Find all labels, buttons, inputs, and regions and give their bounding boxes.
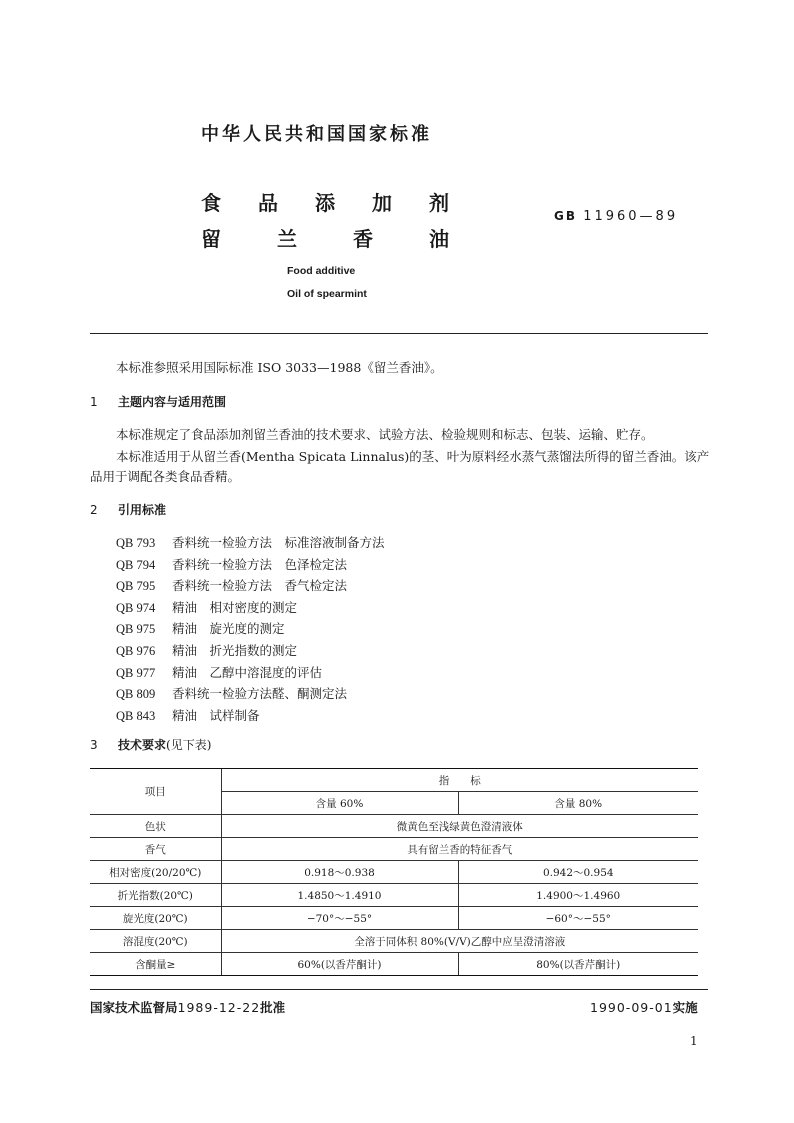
row-item: 相对密度(20/20℃): [90, 861, 221, 884]
row-item: 旋光度(20℃): [90, 907, 221, 930]
reference-code: QB 976: [116, 643, 156, 658]
reference-title: 香料统一检验方法 标准溶液制备方法: [172, 535, 385, 550]
standard-type-heading: 中华人民共和国国家标准: [201, 124, 432, 145]
approver: 国家技术监督局: [90, 1000, 178, 1015]
approval-statement: [90, 998, 285, 1016]
standard-number: [554, 209, 678, 224]
reference-title: 香料统一检验方法 香气检定法: [172, 578, 348, 594]
header-content-80: 含量 80%: [458, 792, 698, 815]
row-value: 微黄色至浅绿黄色澄清液体: [221, 815, 698, 838]
approval-suffix: 批准: [260, 1000, 286, 1015]
title-line-1: [201, 187, 449, 216]
standard-code: 11960—89: [583, 209, 679, 224]
table-row: [90, 930, 698, 953]
reference-code: QB 977: [116, 665, 156, 680]
reference-item: [116, 618, 385, 640]
section-2-heading: [90, 501, 166, 518]
row-value-80: 80%(以香芹酮计): [458, 953, 698, 976]
table-row: [90, 907, 698, 930]
row-value-80: 1.4900～1.4960: [458, 884, 698, 907]
row-value-60: 0.918～0.938: [221, 861, 458, 884]
reference-code: QB 795: [116, 579, 156, 594]
english-title-2: Oil of spearmint: [287, 288, 367, 300]
row-item: 含酮量≥: [90, 953, 221, 976]
header-index: 指 标: [221, 769, 698, 792]
effective-suffix: 实施: [672, 1000, 698, 1015]
reference-code: QB 793: [116, 536, 156, 550]
row-value-80: 0.942～0.954: [458, 861, 698, 884]
title-char: 香: [353, 227, 373, 251]
table-row: [90, 884, 698, 907]
reference-code: QB 809: [116, 687, 156, 702]
title-char: 留: [201, 227, 221, 251]
title-char: 油: [429, 227, 449, 251]
reference-item: [116, 532, 385, 554]
section-1-para-1: 本标准规定了食品添加剂留兰香油的技术要求、试验方法、检验规则和标志、包装、运输、贮存。: [116, 427, 654, 442]
english-title-1: Food additive: [287, 265, 356, 277]
reference-code: QB 974: [116, 600, 156, 615]
section-number: 1: [90, 395, 98, 409]
reference-item: [116, 705, 385, 727]
reference-list: [116, 532, 385, 726]
reference-item: [116, 597, 385, 619]
row-value-60: −70°～−55°: [221, 907, 458, 930]
row-value-60: 1.4850～1.4910: [221, 884, 458, 907]
section-3-heading: [90, 736, 211, 753]
section-1-heading: [90, 393, 226, 410]
title-char: 加: [372, 191, 392, 215]
technical-requirements-table: [90, 768, 698, 976]
effective-statement: [590, 998, 698, 1016]
row-value: 具有留兰香的特征香气: [221, 838, 698, 861]
standard-prefix: GB: [554, 209, 577, 223]
reference-item: [116, 662, 385, 684]
row-value: 全溶于同体积 80%(V/V)乙醇中应呈澄清溶液: [221, 930, 698, 953]
reference-title: 香料统一检验方法醛、酮测定法: [172, 686, 348, 702]
section-1-para-2: 本标准适用于从留兰香(Mentha Spicata Linnalus)的茎、叶为原料经水蒸气蒸馏法所得的留兰香油。该产品用于调配各类食品香精。: [90, 449, 710, 484]
page-number: 1: [690, 1034, 698, 1048]
table-row: [90, 953, 698, 976]
header-divider: [90, 333, 708, 334]
reference-title: 精油 乙醇中溶混度的评估: [172, 664, 323, 680]
title-char: 品: [258, 191, 278, 215]
approval-date: 1989-12-22: [177, 1000, 261, 1015]
row-item: 色状: [90, 815, 221, 838]
title-char: 兰: [277, 227, 297, 251]
effective-date: 1990-09-01: [590, 1000, 673, 1015]
reference-title: 精油 折光指数的测定: [172, 642, 298, 658]
title-char: 添: [315, 191, 335, 215]
reference-item: [116, 554, 385, 576]
reference-title: 精油 旋光度的测定: [172, 621, 285, 637]
section-title: 引用标准: [118, 503, 167, 517]
section-number: 3: [90, 738, 98, 752]
section-title-suffix: (见下表): [166, 738, 212, 752]
table-header-row: [90, 769, 698, 792]
reference-title: 精油 试样制备: [172, 707, 260, 723]
row-value-80: −60°～−55°: [458, 907, 698, 930]
section-title: 主题内容与适用范围: [118, 395, 227, 409]
reference-item: [116, 683, 385, 705]
intro-paragraph: 本标准参照采用国际标准 ISO 3033—1988《留兰香油》。: [116, 360, 443, 375]
row-item: 折光指数(20℃): [90, 884, 221, 907]
section-number: 2: [90, 503, 98, 517]
reference-code: QB 794: [116, 557, 156, 572]
table-row: [90, 861, 698, 884]
table-row: [90, 838, 698, 861]
reference-code: QB 975: [116, 622, 156, 637]
footer-divider: [90, 989, 708, 990]
reference-title: 精油 相对密度的测定: [172, 599, 298, 615]
reference-title: 香料统一检验方法 色泽检定法: [172, 556, 348, 572]
title-char: 食: [201, 191, 221, 215]
table-row: [90, 815, 698, 838]
row-item: 香气: [90, 838, 221, 861]
title-char: 剂: [429, 191, 449, 215]
header-item: 项目: [90, 769, 221, 815]
row-item: 溶混度(20℃): [90, 930, 221, 953]
reference-code: QB 843: [116, 708, 156, 723]
row-value-60: 60%(以香芹酮计): [221, 953, 458, 976]
reference-item: [116, 640, 385, 662]
reference-item: [116, 575, 385, 597]
title-line-2: [201, 223, 449, 252]
header-content-60: 含量 60%: [221, 792, 458, 815]
section-title: 技术要求: [118, 738, 167, 752]
